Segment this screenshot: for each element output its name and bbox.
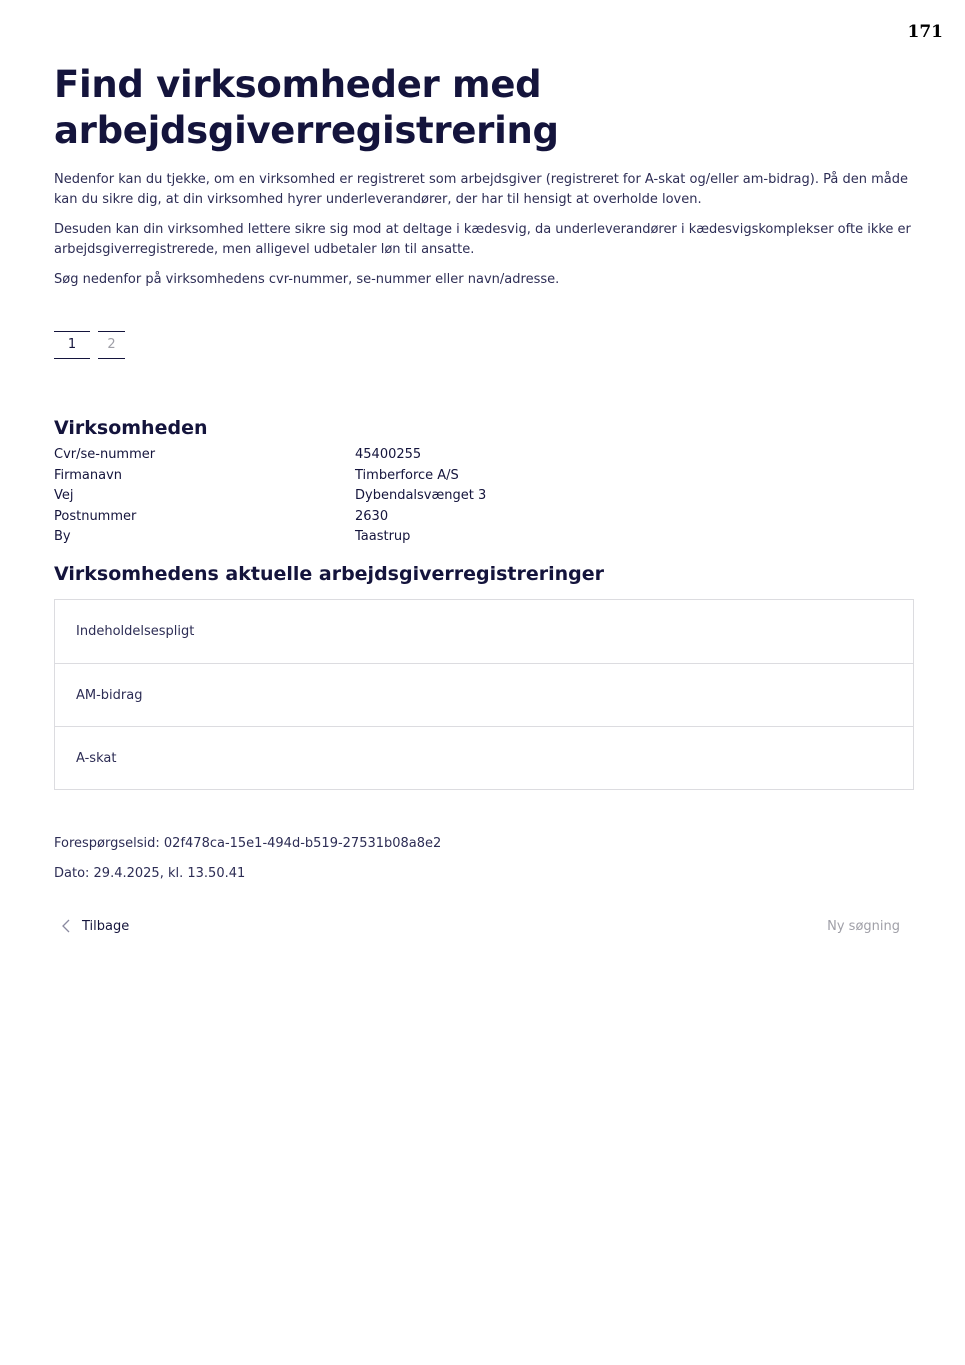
company-heading: Virksomheden [54,417,208,439]
chevron-left-icon [62,919,70,933]
registration-item: A-skat [55,726,913,789]
footer-nav [54,919,914,934]
company-info-table [54,445,914,548]
info-value: Taastrup [355,529,411,545]
step-2[interactable]: 2 [98,331,125,359]
new-search-button[interactable]: Ny søgning [827,918,900,934]
info-label: Firmanavn [54,467,123,483]
info-row-cvr [54,445,914,466]
info-label: Cvr/se-nummer [54,447,156,462]
step-1[interactable]: 1 [54,331,90,359]
back-button-label: Tilbage [82,918,130,934]
info-label: Vej [54,488,74,504]
intro-text [54,170,914,290]
info-value: 2630 [355,508,389,524]
info-row-company-name [54,466,914,487]
registration-item: Indeholdelsespligt [76,623,195,639]
info-label: Postnummer [54,508,137,524]
main-content [54,62,914,934]
info-row-city [54,527,914,548]
back-button[interactable] [54,919,129,934]
request-id: Forespørgselsid: 02f478ca-15e1-494d-b519-27531b08a8e2 [54,835,442,851]
intro-paragraph-1: Nedenfor kan du tjekke, om en virksomhed er registreret som arbejdsgiver (registreret for A-skat og/eller am-bidrag). På den måde kan du sikre dig, at din virksomhed hyrer underleverandører, der har til hensigt at overholde loven. [54,172,908,207]
info-value: Timberforce A/S [355,467,459,483]
info-label: By [54,529,71,545]
page-number: 171 [907,22,943,42]
info-row-postal-code [54,507,914,528]
step-indicator [54,331,914,359]
info-row-street [54,486,914,507]
info-value: Dybendalsvænget 3 [355,488,487,504]
request-date: Dato: 29.4.2025, kl. 13.50.41 [54,865,246,881]
page-title: Find virksomheder med arbejdsgiverregistrering [54,63,559,152]
info-value: 45400255 [355,447,422,462]
registration-item: AM-bidrag [55,663,913,726]
registrations-list [54,599,914,790]
registrations-heading: Virksomhedens aktuelle arbejdsgiverregistreringer [54,562,605,585]
request-meta [54,834,914,884]
intro-paragraph-3: Søg nedenfor på virksomhedens cvr-nummer, se-nummer eller navn/adresse. [54,272,560,287]
intro-paragraph-2: Desuden kan din virksomhed lettere sikre sig mod at deltage i kædesvig, da underleverandører i kædesvigskomplekser ofte ikke er arbejdsgiverregistrerede, men alligevel udbetaler løn til ansatte. [54,222,911,257]
